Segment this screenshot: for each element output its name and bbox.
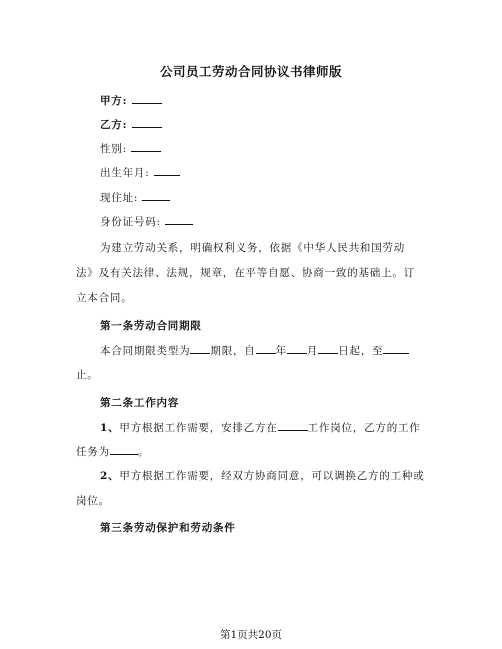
section1-text-e: 日起，至 bbox=[338, 345, 384, 357]
start-year-blank bbox=[256, 343, 276, 354]
item2-line-2: 岗位。 bbox=[76, 495, 110, 507]
item1-line2-period: 。 bbox=[137, 446, 150, 458]
section1-text-d: 月 bbox=[306, 345, 319, 357]
party-a-blank bbox=[132, 93, 162, 104]
birth-blank bbox=[154, 165, 180, 176]
section1-text-a: 本合同期限类型为 bbox=[100, 345, 191, 357]
party-b-label: 乙方: bbox=[100, 119, 128, 131]
intro-line-1: 为建立劳动关系，明确权利义务，依据《中华人民共和国劳动 bbox=[100, 242, 406, 254]
gender-blank bbox=[131, 141, 161, 152]
document-title: 公司员工劳动合同协议书律师版 bbox=[159, 64, 342, 79]
item2-text: 甲方根据工作需要，经双方协商同意，可以调换乙方的工种或 bbox=[119, 470, 425, 482]
start-month-blank bbox=[287, 343, 307, 354]
address-label: 现住址: bbox=[100, 192, 139, 204]
address-line bbox=[100, 190, 170, 205]
task-blank bbox=[110, 444, 138, 455]
party-a-line bbox=[100, 93, 162, 108]
item1-text-a: 甲方根据工作需要，安排乙方在 bbox=[119, 422, 278, 434]
page-footer: 第1页共20页 bbox=[219, 629, 283, 641]
gender-line bbox=[100, 141, 161, 156]
section1-heading: 第一条劳动合同期限 bbox=[100, 320, 202, 332]
end-date-blank bbox=[383, 343, 409, 354]
item1-line-2 bbox=[76, 444, 149, 459]
party-b-blank bbox=[132, 117, 162, 128]
section2-heading: 第二条工作内容 bbox=[100, 397, 180, 409]
address-blank bbox=[142, 190, 170, 201]
section1-text-c: 年 bbox=[275, 345, 287, 357]
birth-label: 出生年月: bbox=[100, 167, 150, 179]
id-label: 身份证号码: bbox=[100, 216, 161, 228]
section1-line-2: 止。 bbox=[76, 369, 99, 381]
item2-number: 2、 bbox=[100, 470, 120, 482]
item1-line2-text: 任务为 bbox=[76, 446, 110, 458]
id-line bbox=[100, 214, 193, 229]
term-type-blank bbox=[190, 343, 210, 354]
item2-line-1 bbox=[100, 468, 425, 483]
item1-text-b: 工作岗位，乙方的工作 bbox=[307, 422, 421, 434]
intro-line-2: 法》及有关法律、法规，规章，在平等自愿、协商一致的基础上。订 bbox=[76, 267, 415, 279]
id-blank bbox=[165, 214, 193, 225]
start-day-blank bbox=[318, 343, 338, 354]
work-post-blank bbox=[278, 420, 308, 431]
party-a-label: 甲方: bbox=[100, 95, 128, 107]
section1-text-b: 期限，自 bbox=[210, 345, 256, 357]
section3-heading: 第三条劳动保护和劳动条件 bbox=[100, 522, 236, 534]
intro-line-3: 立本合同。 bbox=[76, 292, 133, 304]
section1-line-1 bbox=[100, 343, 409, 358]
item1-number: 1、 bbox=[100, 422, 120, 434]
birth-line bbox=[100, 165, 180, 180]
gender-label: 性别: bbox=[100, 143, 127, 155]
item1-line-1 bbox=[100, 420, 421, 435]
party-b-line bbox=[100, 117, 162, 132]
